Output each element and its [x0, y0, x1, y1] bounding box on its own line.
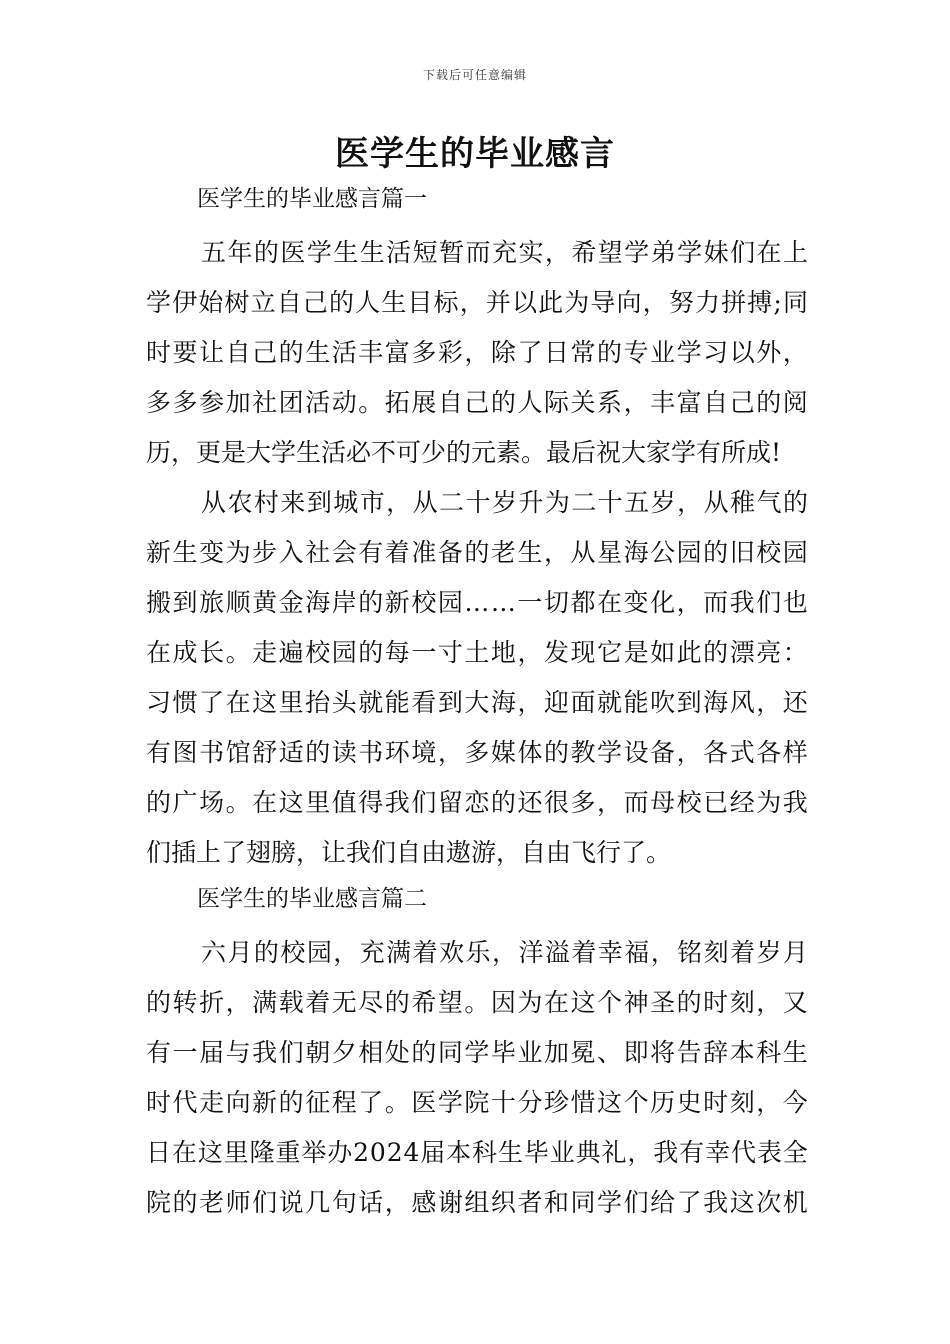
text-line: 习 惯 了 在 这 里 抬 头 就 能 看 到 大 海 ， 迎 面 就 能 吹 到 海 风 ， 还 — [146, 688, 808, 717]
text-line: 历，更是大学生活必不可少的元素。最后祝大家学有所成! — [146, 438, 782, 467]
text-line: 从 农 村 来 到 城 市 ， 从 二 十 岁 升 为 二 十 五 岁 ， 从 稚 气 的 — [201, 488, 808, 517]
text-line: 日 在 这 里 隆 重 举 办 2 0 2 4 届 本 科 生 毕 业 典 礼 ， 我 有 幸 代 表 全 — [146, 1138, 808, 1167]
text-line: 五 年 的 医 学 生 生 活 短 暂 而 充 实 ， 希 望 学 弟 学 妹 们 在 上 — [201, 238, 808, 267]
text-line: 们插上了翅膀，让我们自由遨游，自由飞行了。 — [146, 838, 672, 867]
document-body — [146, 178, 808, 1228]
text-line: 在 成 长 。 走 遍 校 园 的 每 一 寸 土 地 ， 发 现 它 是 如 此 的 漂 亮 ： — [146, 638, 808, 667]
text-line: 有 一 届 与 我 们 朝 夕 相 处 的 同 学 毕 业 加 冕 、 即 将 告 辞 本 科 生 — [146, 1038, 808, 1067]
text-line: 时 代 走 向 新 的 征 程 了 。 医 学 院 十 分 珍 惜 这 个 历 史 时 刻 ， 今 — [146, 1088, 808, 1117]
section-heading: 医学生的毕业感言篇二 — [197, 886, 427, 912]
text-line: 六 月 的 校 园 ， 充 满 着 欢 乐 ， 洋 溢 着 幸 福 ， 铭 刻 着 岁 月 — [201, 938, 808, 967]
document-title: 医学生的毕业感言 — [335, 134, 615, 174]
paragraph — [146, 478, 808, 878]
section-heading: 医学生的毕业感言篇一 — [197, 186, 427, 212]
text-line: 院 的 老 师 们 说 几 句 话 ， 感 谢 组 织 者 和 同 学 们 给 了 我 这 次 机 — [146, 1188, 808, 1217]
text-line: 学 伊 始 树 立 自 己 的 人 生 目 标 ， 并 以 此 为 导 向 ， 努 力 拼 搏 ; 同 — [146, 288, 808, 317]
text-line: 的 转 折 ， 满 载 着 无 尽 的 希 望 。 因 为 在 这 个 神 圣 的 时 刻 ， 又 — [146, 988, 808, 1017]
text-line: 新 生 变 为 步 入 社 会 有 着 准 备 的 老 生 ， 从 星 海 公 园 的 旧 校 园 — [146, 538, 808, 567]
paragraph — [146, 228, 808, 478]
text-line: 时 要 让 自 己 的 生 活 丰 富 多 彩 ， 除 了 日 常 的 专 业 学 习 以 外 ， — [146, 338, 808, 367]
text-line: 的 广 场 。 在 这 里 值 得 我 们 留 恋 的 还 很 多 ， 而 母 校 已 经 为 我 — [146, 788, 808, 817]
paragraph — [146, 928, 808, 1228]
text-line: 有 图 书 馆 舒 适 的 读 书 环 境 ， 多 媒 体 的 教 学 设 备 ， 各 式 各 样 — [146, 738, 808, 767]
text-line: 搬 到 旅 顺 黄 金 海 岸 的 新 校 园 … … 一 切 都 在 变 化 ， 而 我 们 也 — [146, 588, 808, 617]
header-note: 下载后可任意编辑 — [422, 68, 527, 82]
text-line: 多 多 参 加 社 团 活 动 。 拓 展 自 己 的 人 际 关 系 ， 丰 富 自 己 的 阅 — [146, 388, 808, 417]
